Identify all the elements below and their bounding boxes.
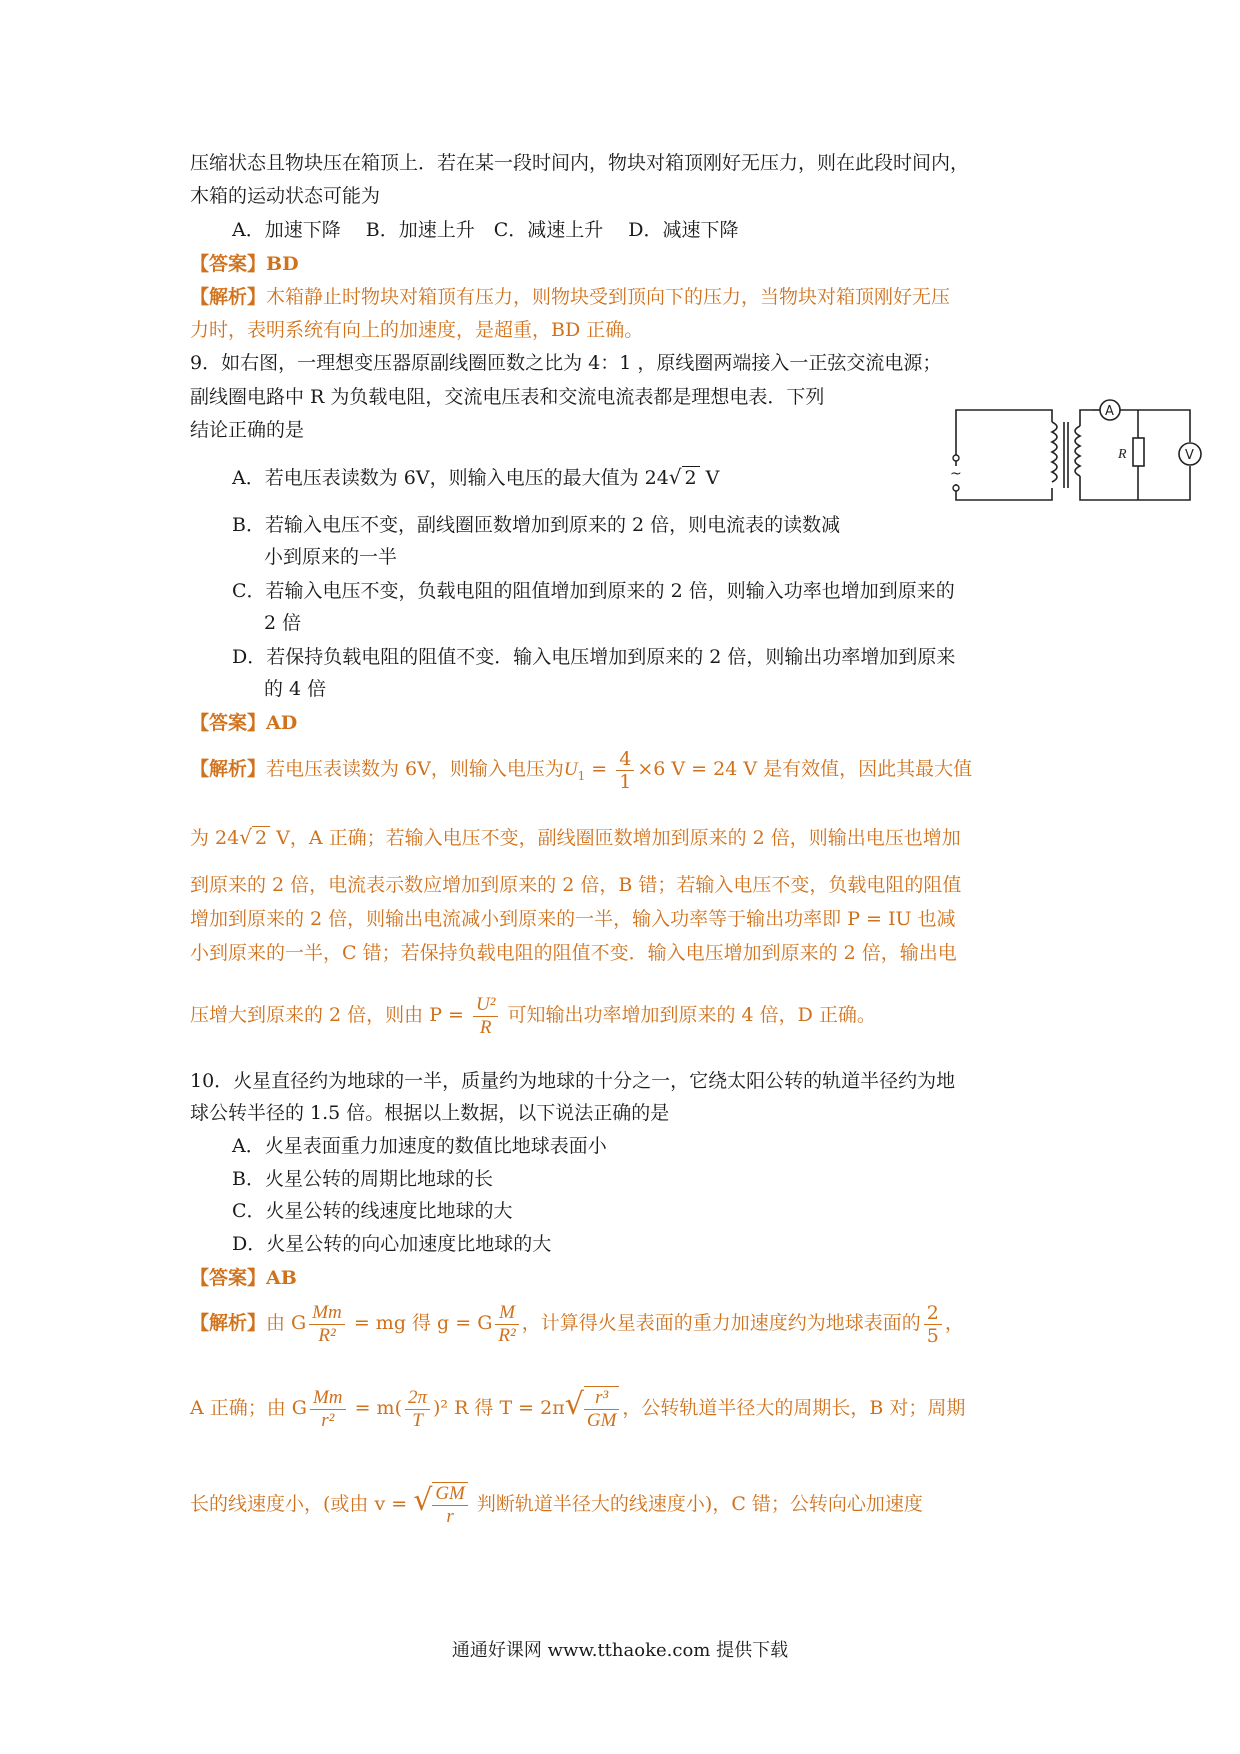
q8-analysis-line2: 力时，表明系统有向上的加速度，是超重，BD 正确。: [190, 319, 644, 341]
fraction: $\frac{4}{1}$: [616, 748, 634, 793]
q9-option-d-line2: 的 4 倍: [264, 678, 327, 700]
analysis-text: 木箱静止时物块对箱顶有压力，则物块受到顶向下的压力，当物块对箱顶刚好无压: [266, 286, 951, 308]
q10-stem-line2: 球公转半径的 1.5 倍。根据以上数据，以下说法正确的是: [190, 1102, 670, 1124]
q10-option-a: A．火星表面重力加速度的数值比地球表面小: [232, 1135, 607, 1157]
q9-option-b-line1: B．若输入电压不变，副线圈匝数增加到原来的 2 倍，则电流表的读数减: [232, 514, 841, 536]
q9-analysis-line2: 为 24√ 2 V，A 正确；若输入电压不变，副线圈匝数增加到原来的 2 倍，则输出电压也增加: [190, 825, 961, 849]
q10-answer: [190, 1265, 297, 1291]
voltmeter-label: V: [1185, 448, 1194, 463]
answer-label: 【答案】: [190, 712, 267, 734]
sqrt-2: 2: [682, 466, 700, 489]
sqrt-fraction: $\frac{\text{r³}}{GM}$: [584, 1386, 620, 1432]
q10-option-d: D．火星公转的向心加速度比地球的大: [232, 1233, 552, 1255]
sqrt-2: 2: [252, 826, 270, 849]
q10-option-b: B．火星公转的周期比地球的长: [232, 1168, 493, 1190]
q9-stem-line3: 结论正确的是: [190, 419, 305, 441]
transformer-circuit-diagram: [940, 396, 1210, 512]
sqrt-fraction: $\frac{GM}{r}$: [432, 1482, 468, 1528]
q10-analysis-line2: A 正确；由 G $\frac{Mm}{\text{r²}}$ = m( $\frac{2\pi}{T}$ )² R 得 T = 2π√ $\frac{\text{r³}}{GM}$ ，公转轨道半径大的周期长，B 对；周期: [190, 1386, 966, 1431]
analysis-label: 【解析】: [190, 1312, 267, 1334]
q9-analysis-line5: 小到原来的一半，C 错；若保持负载电阻的阻值不变．输入电压增加到原来的 2 倍，输出电: [190, 942, 957, 964]
q10-analysis-line1: 【解析】由 G $\frac{Mm}{\text{R²}}$ = mg 得 g = G $\frac{M}{\text{R²}}$ ，计算得火星表面的重力加速度约为地球表面的 $\frac{2}{5}$ ，: [190, 1301, 964, 1347]
q9-stem-line1: 9．如右图，一理想变压器原副线圈匝数之比为 4：1 ，原线圈两端接入一正弦交流电源；: [190, 352, 942, 374]
answer-value: AB: [266, 1267, 297, 1289]
q8-stem-line1: 压缩状态且物块压在箱顶上．若在某一段时间内，物块对箱顶刚好无压力，则在此段时间内，: [190, 152, 970, 174]
q9-analysis-line3: 到原来的 2 倍，电流表示数应增加到原来的 2 倍，B 错；若输入电压不变，负载电阻的阻值: [190, 874, 962, 896]
answer-label: 【答案】: [190, 253, 267, 275]
fraction: $\frac{Mm}{\text{r²}}$: [310, 1387, 346, 1432]
q9-option-a: A．若电压表读数为 6V，则输入电压的最大值为 24√ 2 V: [232, 465, 720, 489]
resistor-label: R: [1118, 447, 1127, 462]
analysis-label: 【解析】: [190, 286, 267, 308]
fraction: $\frac{2\pi}{T}$: [405, 1387, 430, 1432]
resistor-icon: [1133, 438, 1144, 466]
q9-analysis-line4: 增加到原来的 2 倍，则输出电流减小到原来的一半，输入功率等于输出功率即 P = IU 也减: [190, 908, 956, 930]
q8-options: A．加速下降 B．加速上升 C．减速上升 D．减速下降: [232, 219, 739, 241]
fraction: $\frac{\text{U²}}{R}$: [473, 994, 498, 1039]
ac-source-symbol: ~: [950, 466, 962, 482]
page-footer: 通通好课网 www.tthaoke.com 提供下载: [451, 1640, 789, 1661]
fraction: $\frac{Mm}{\text{R²}}$: [309, 1302, 345, 1347]
answer-value: BD: [266, 253, 299, 275]
q9-answer: [190, 710, 297, 736]
q9-option-c-line2: 2 倍: [264, 612, 302, 634]
analysis-label: 【解析】: [190, 758, 267, 780]
ammeter-label: A: [1105, 404, 1114, 419]
q10-stem-line1: 10．火星直径约为地球的一半，质量约为地球的十分之一，它绕太阳公转的轨道半径约为地: [190, 1070, 956, 1092]
q9-option-b-line2: 小到原来的一半: [264, 546, 398, 568]
q9-option-d-line1: D．若保持负载电阻的阻值不变．输入电压增加到原来的 2 倍，则输出功率增加到原来: [232, 646, 956, 668]
fraction: $\frac{M}{\text{R²}}$: [495, 1302, 518, 1347]
q8-analysis-line1: [190, 284, 950, 310]
q9-analysis-line1: 【解析】若电压表读数为 6V，则输入电压为$U_1$ = $\frac{4}{1}$ ×6 V = 24 V 是有效值，因此其最大值: [190, 747, 973, 793]
fraction: $\frac{2}{5}$: [924, 1302, 942, 1347]
q10-analysis-line3: 长的线速度小，(或由 v = √ $\frac{GM}{r}$ 判断轨道半径大的线速度小)，C 错；公转向心加速度: [190, 1483, 923, 1527]
q9-stem-line2: 副线圈电路中 R 为负载电阻，交流电压表和交流电流表都是理想电表．下列: [190, 386, 825, 408]
q9-analysis-line6: 压增大到原来的 2 倍，则由 P = $\frac{\text{U²}}{R}$ 可知输出功率增加到原来的 4 倍，D 正确。: [190, 993, 876, 1038]
q9-option-c-line1: C．若输入电压不变，负载电阻的阻值增加到原来的 2 倍，则输入功率也增加到原来的: [232, 580, 955, 602]
answer-value: AD: [266, 712, 298, 734]
q10-option-c: C．火星公转的线速度比地球的大: [232, 1200, 513, 1222]
answer-label: 【答案】: [190, 1267, 267, 1289]
q8-answer: [190, 251, 299, 277]
q8-stem-line2: 木箱的运动状态可能为: [190, 185, 381, 207]
